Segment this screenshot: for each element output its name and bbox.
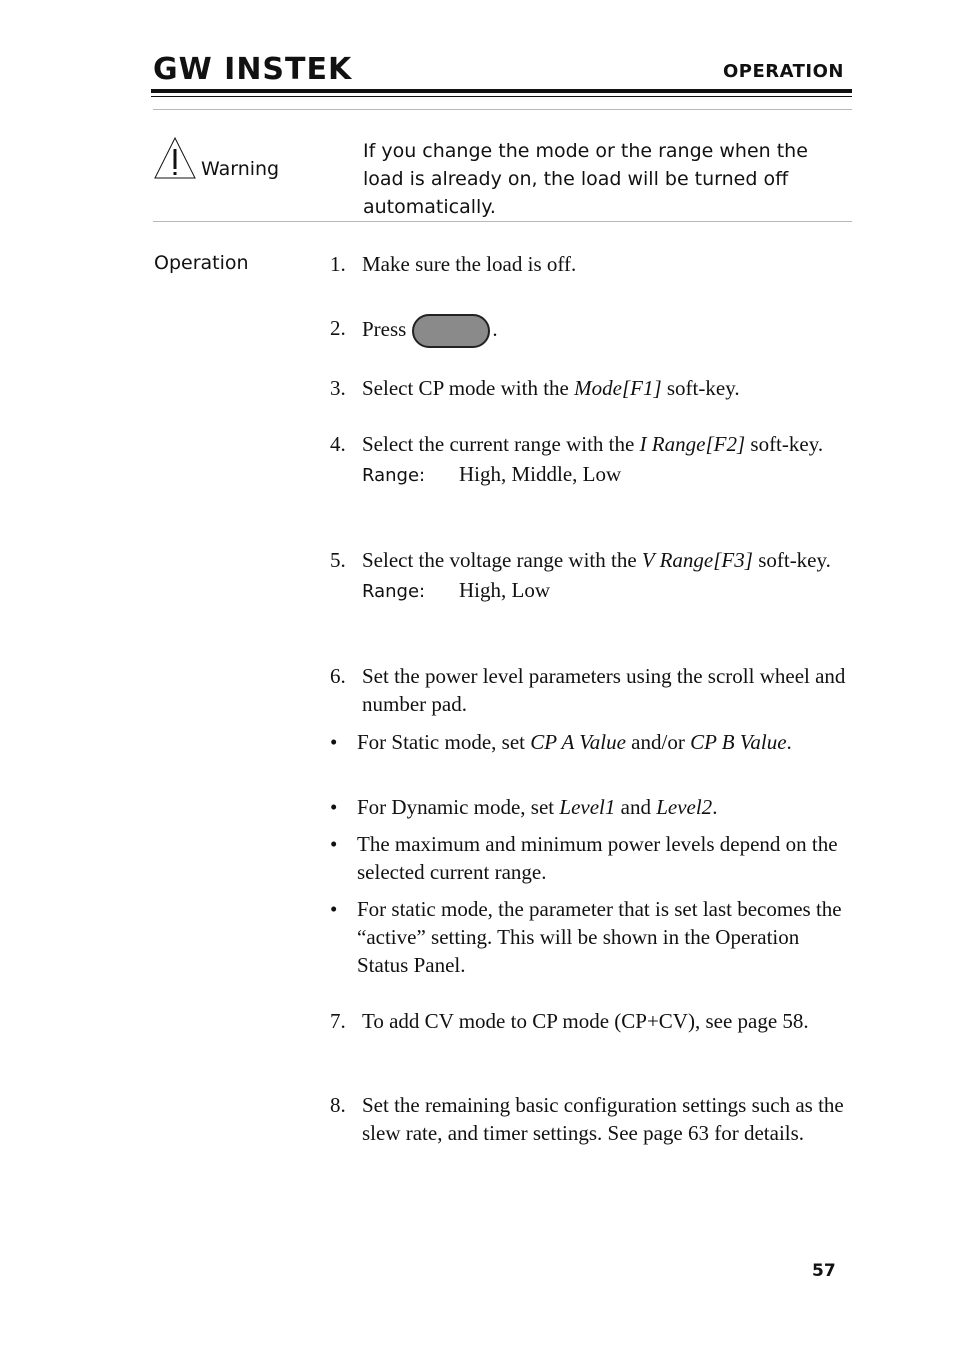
range-label: Range: <box>362 465 426 486</box>
step-text-end: soft-key. <box>745 432 824 456</box>
header-rule <box>151 89 852 93</box>
bullet-dot: • <box>330 795 338 819</box>
step-1 <box>330 250 850 278</box>
bullet-item <box>330 895 850 979</box>
range-line <box>362 460 850 490</box>
warning-bottom-divider <box>153 221 852 222</box>
bullet-text: and <box>615 795 657 819</box>
step-6 <box>330 662 850 718</box>
step-text: Press <box>362 316 407 341</box>
bullet-text: . <box>786 730 792 754</box>
bullet-text: For static mode, the parameter that is set last becomes the “active” setting. This will be shown in the Operation Status Panel. <box>357 897 842 977</box>
step-number: 5. <box>330 548 346 572</box>
bullet-item <box>330 830 850 886</box>
range-value: High, Low <box>459 578 550 602</box>
step-2 <box>330 314 850 348</box>
step-text: Make sure the load is off. <box>362 252 577 276</box>
step-number: 8. <box>330 1093 346 1117</box>
bullet-text: and/or <box>625 730 691 754</box>
bullet-dot: • <box>330 730 338 754</box>
range-label: Range: <box>362 581 426 602</box>
range-value: High, Middle, Low <box>459 462 622 486</box>
operation-label: Operation <box>154 252 249 274</box>
page-number: 57 <box>812 1261 836 1281</box>
step-number: 3. <box>330 376 346 400</box>
range-line <box>362 576 850 606</box>
step-3 <box>330 374 850 402</box>
step-text: Set the remaining basic configuration settings such as the slew rate, and timer settings. See page 63 for details. <box>362 1093 844 1145</box>
step-text: Select the current range with the <box>362 432 640 456</box>
softkey-name: Mode[F1] <box>574 376 662 400</box>
parameter-name: Level1 <box>559 795 616 819</box>
step-number: 7. <box>330 1009 346 1033</box>
bullet-text: The maximum and minimum power levels depend on the selected current range. <box>357 832 838 884</box>
step-number: 2. <box>330 316 346 340</box>
warning-text: If you change the mode or the range when the load is already on, the load will be turned off automatically. <box>363 140 808 218</box>
step-text: Set the power level parameters using the scroll wheel and number pad. <box>362 664 846 716</box>
section-title: OPERATION <box>722 61 844 82</box>
step-text-end: soft-key. <box>752 548 831 572</box>
bullet-text: . <box>712 795 718 819</box>
bullet-dot: • <box>330 832 338 856</box>
bullet-text: For Dynamic mode, set <box>357 795 560 819</box>
softkey-name: V Range[F3] <box>641 548 753 572</box>
step-text-end: . <box>492 316 498 341</box>
step-number: 4. <box>330 432 346 456</box>
step-text-end: soft-key. <box>661 376 740 400</box>
warning-top-divider <box>153 109 852 110</box>
step-8 <box>330 1091 850 1147</box>
cp-mode-key-button[interactable] <box>412 314 490 348</box>
parameter-name: Level2 <box>656 795 713 819</box>
softkey-name: I Range[F2] <box>639 432 746 456</box>
step-number: 1. <box>330 252 346 276</box>
warning-triangle-icon <box>154 137 196 179</box>
bullet-item <box>330 728 850 756</box>
step-text: Select CP mode with the <box>362 376 575 400</box>
parameter-name: CP A Value <box>530 730 626 754</box>
step-7 <box>330 1007 850 1035</box>
step-text: Select the voltage range with the <box>362 548 642 572</box>
parameter-name: CP B Value <box>690 730 787 754</box>
bullet-item <box>330 793 850 821</box>
bullet-dot: • <box>330 897 338 921</box>
step-4 <box>330 430 850 490</box>
bullet-text: For Static mode, set <box>357 730 531 754</box>
header-rule-thin <box>151 96 852 97</box>
step-text: To add CV mode to CP mode (CP+CV), see page 58. <box>362 1009 809 1033</box>
step-5 <box>330 546 850 606</box>
gw-instek-logo: GW INSTEK <box>153 52 353 87</box>
step-number: 6. <box>330 664 346 688</box>
warning-label: Warning <box>201 158 280 180</box>
